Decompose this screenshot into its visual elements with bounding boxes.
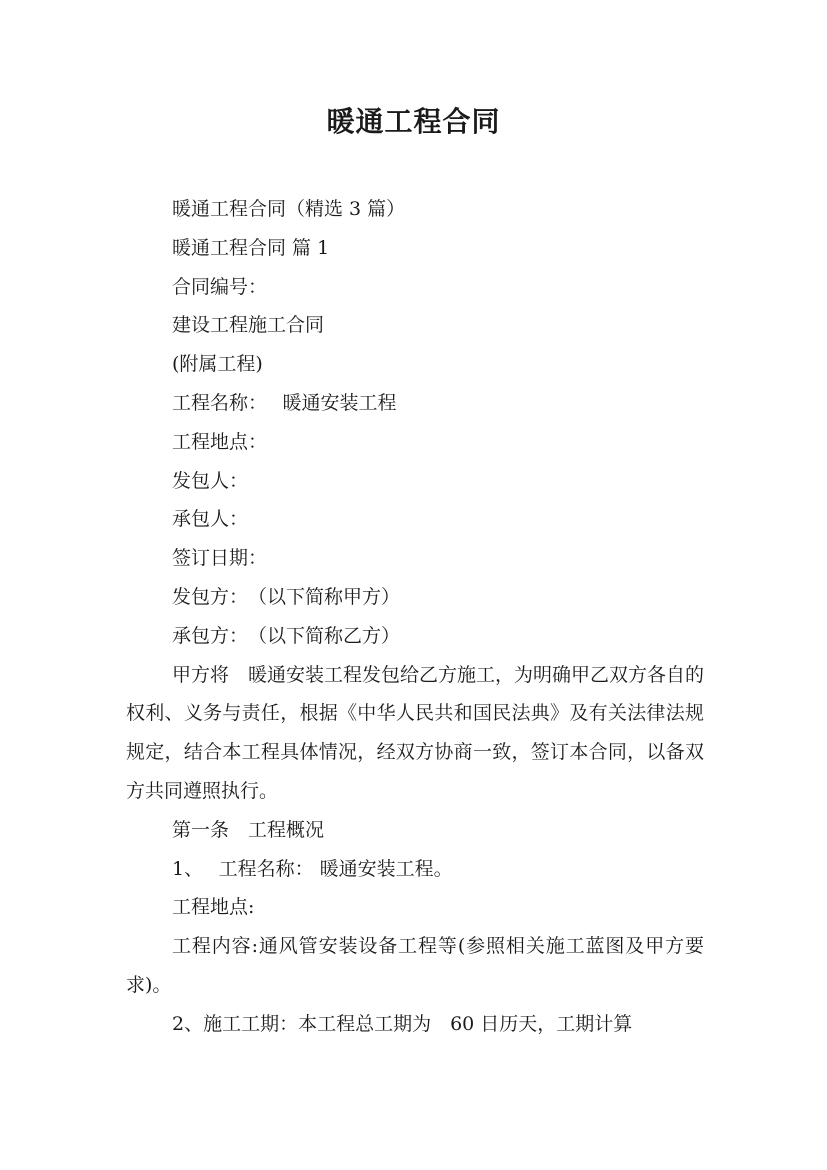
contract-subtype-line: (附属工程) <box>172 353 263 376</box>
project-location-line: 工程地点： <box>172 430 268 453</box>
subtitle-line: 暖通工程合同（精选 3 篇） <box>172 198 406 220</box>
contract-type-line: 建设工程施工合同 <box>172 314 325 337</box>
document-body <box>126 190 704 1044</box>
contractor-line: 承包人： <box>172 508 249 531</box>
article-1-item-1: 1、 工程名称： 暖通安装工程。 <box>172 857 453 880</box>
contract-number-label: 合同编号： <box>172 275 268 298</box>
party-b-line: 承包方： （以下简称乙方） <box>172 624 401 647</box>
section-heading: 暖通工程合同 篇 1 <box>172 236 330 259</box>
article-1-location: 工程地点: <box>172 896 255 919</box>
employer-line: 发包人： <box>172 469 249 492</box>
project-name-line: 工程名称： 暖通安装工程 <box>172 391 397 414</box>
article-1-item-2: 2、施工工期：本工程总工期为 60 日历天，工期计算 <box>172 1012 633 1035</box>
party-a-line: 发包方： （以下简称甲方） <box>172 585 401 608</box>
document-title: 暖通工程合同 <box>326 105 501 138</box>
intro-paragraph: 甲方将 暖通安装工程发包给乙方施工，为明确甲乙双方各自的权利、义务与责任，根据《中华人民共和国民法典》及有关法律法规规定，结合本工程具体情况，经双方协商一致，签订本合同，以备双方共同遵照执行。 <box>126 663 705 802</box>
signing-date-line: 签订日期： <box>172 547 268 570</box>
article-1-heading: 第一条 工程概况 <box>172 818 325 841</box>
article-1-content: 工程内容:通风管安装设备工程等(参照相关施工蓝图及甲方要求)。 <box>126 935 704 996</box>
